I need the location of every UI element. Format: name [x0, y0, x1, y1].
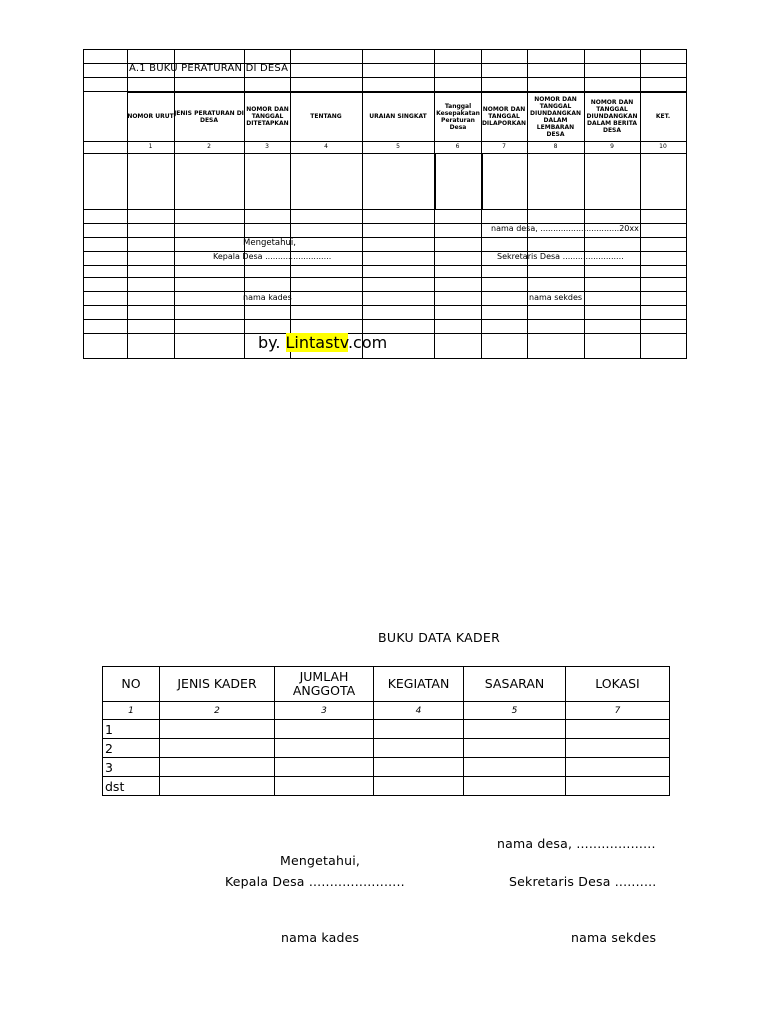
- header-nomor-tanggal-dilaporkan: NOMOR DAN TANGGAL DILAPORKAN: [481, 106, 527, 127]
- grid-line: [83, 291, 686, 292]
- table-cell: [566, 720, 670, 739]
- header-ket: KET.: [655, 113, 671, 120]
- column-index: 2: [160, 702, 275, 720]
- header-nomor-urut: NOMOR URUT: [127, 113, 174, 120]
- watermark-suffix: .com: [347, 333, 388, 352]
- table-cell: [566, 758, 670, 777]
- kader-table: [102, 666, 670, 796]
- grid-line: [83, 209, 686, 210]
- grid-line: [83, 358, 686, 359]
- kader-title: BUKU DATA KADER: [378, 630, 501, 645]
- row-number: 2: [103, 739, 160, 758]
- grid-line: [83, 319, 686, 320]
- column-number: 4: [324, 143, 328, 150]
- watermark-highlight: Lintastv: [285, 333, 348, 352]
- sekretaris-desa-label: Sekretaris Desa ........................: [497, 252, 624, 261]
- header-berita-desa: NOMOR DAN TANGGAL DIUNDANGKAN DALAM BERITA DESA: [586, 99, 638, 134]
- kader-nama-sekdes: nama sekdes: [571, 930, 657, 945]
- watermark: [258, 333, 387, 352]
- table-row: [103, 758, 670, 777]
- grid-line: [686, 49, 687, 359]
- table-cell: [566, 777, 670, 796]
- table-cell: [464, 777, 566, 796]
- grid-line: [83, 49, 686, 50]
- header-tentang: TENTANG: [310, 113, 342, 120]
- grid-line: [83, 237, 686, 238]
- table-cell: [275, 758, 374, 777]
- column-number: 9: [610, 143, 614, 150]
- mengetahui-label: Mengetahui,: [243, 238, 296, 248]
- table-cell: [160, 720, 275, 739]
- kader-kepala-desa: Kepala Desa .......................: [225, 874, 405, 889]
- table-row: [103, 777, 670, 796]
- column-index: 3: [275, 702, 374, 720]
- header-kegiatan: KEGIATAN: [374, 667, 464, 702]
- table-cell: [275, 777, 374, 796]
- grid-line: [83, 49, 84, 359]
- grid-line: [481, 154, 483, 210]
- table-cell: [566, 739, 670, 758]
- kepala-desa-label: Kepala Desa ..........................: [213, 252, 332, 261]
- grid-line: [83, 265, 686, 266]
- table-header-row: [103, 667, 670, 702]
- table-cell: [275, 739, 374, 758]
- table-cell: [275, 720, 374, 739]
- peraturan-desa-sheet: [83, 49, 686, 359]
- table-row: [103, 739, 670, 758]
- column-index: 7: [566, 702, 670, 720]
- header-tanggal-kesepakatan: Tanggal Kesepakatan Peraturan Desa: [436, 102, 480, 131]
- row-number: 3: [103, 758, 160, 777]
- nama-kades: nama kades: [243, 293, 292, 302]
- place-date: nama desa, ...............................20xx: [491, 224, 639, 233]
- header-no: NO: [103, 667, 160, 702]
- table-cell: [464, 758, 566, 777]
- header-uraian-singkat: URAIAN SINGKAT: [369, 113, 427, 120]
- kader-sekretaris-desa: Sekretaris Desa ..........: [509, 874, 657, 889]
- grid-line: [83, 153, 686, 154]
- table-cell: [374, 777, 464, 796]
- table-cell: [374, 758, 464, 777]
- column-number: 7: [502, 143, 506, 150]
- column-index: 4: [374, 702, 464, 720]
- index-row: [103, 702, 670, 720]
- table-row: [103, 720, 670, 739]
- column-index: 5: [464, 702, 566, 720]
- column-number: 10: [659, 143, 667, 150]
- row-number: dst: [103, 777, 160, 796]
- header-jumlah-anggota: JUMLAH ANGGOTA: [275, 667, 374, 702]
- header-lokasi: LOKASI: [566, 667, 670, 702]
- grid-line: [83, 305, 686, 306]
- table-cell: [160, 777, 275, 796]
- header-sasaran: SASARAN: [464, 667, 566, 702]
- table-cell: [374, 739, 464, 758]
- nama-sekdes: nama sekdes: [529, 293, 583, 302]
- column-number: 3: [265, 143, 269, 150]
- header-nomor-tanggal-ditetapkan: NOMOR DAN TANGGAL DITETAPKAN: [246, 106, 289, 127]
- column-number: 6: [455, 143, 460, 150]
- table-cell: [464, 739, 566, 758]
- header-jenis-kader: JENIS KADER: [160, 667, 275, 702]
- sheet-title: A.1 BUKU PERATURAN DI DESA: [129, 63, 289, 74]
- header-lembaran-desa: NOMOR DAN TANGGAL DIUNDANGKAN DALAM LEMBARAN DESA: [530, 95, 581, 138]
- column-number: 8: [553, 143, 558, 150]
- column-number: 5: [396, 143, 400, 150]
- kader-mengetahui: Mengetahui,: [280, 853, 361, 868]
- table-cell: [160, 739, 275, 758]
- column-index: 1: [103, 702, 160, 720]
- grid-line: [83, 277, 686, 278]
- column-number: 1: [148, 143, 153, 150]
- kader-nama-kades: nama kades: [281, 930, 360, 945]
- table-cell: [160, 758, 275, 777]
- grid-line: [434, 154, 436, 210]
- table-cell: [464, 720, 566, 739]
- header-jenis-peraturan: JENIS PERATURAN DI DESA: [174, 109, 244, 124]
- row-number: 1: [103, 720, 160, 739]
- grid-line: [83, 77, 686, 78]
- table-cell: [374, 720, 464, 739]
- kader-place-date: nama desa, ...................: [497, 836, 656, 851]
- column-number: 2: [207, 143, 211, 150]
- watermark-prefix: by.: [258, 333, 286, 352]
